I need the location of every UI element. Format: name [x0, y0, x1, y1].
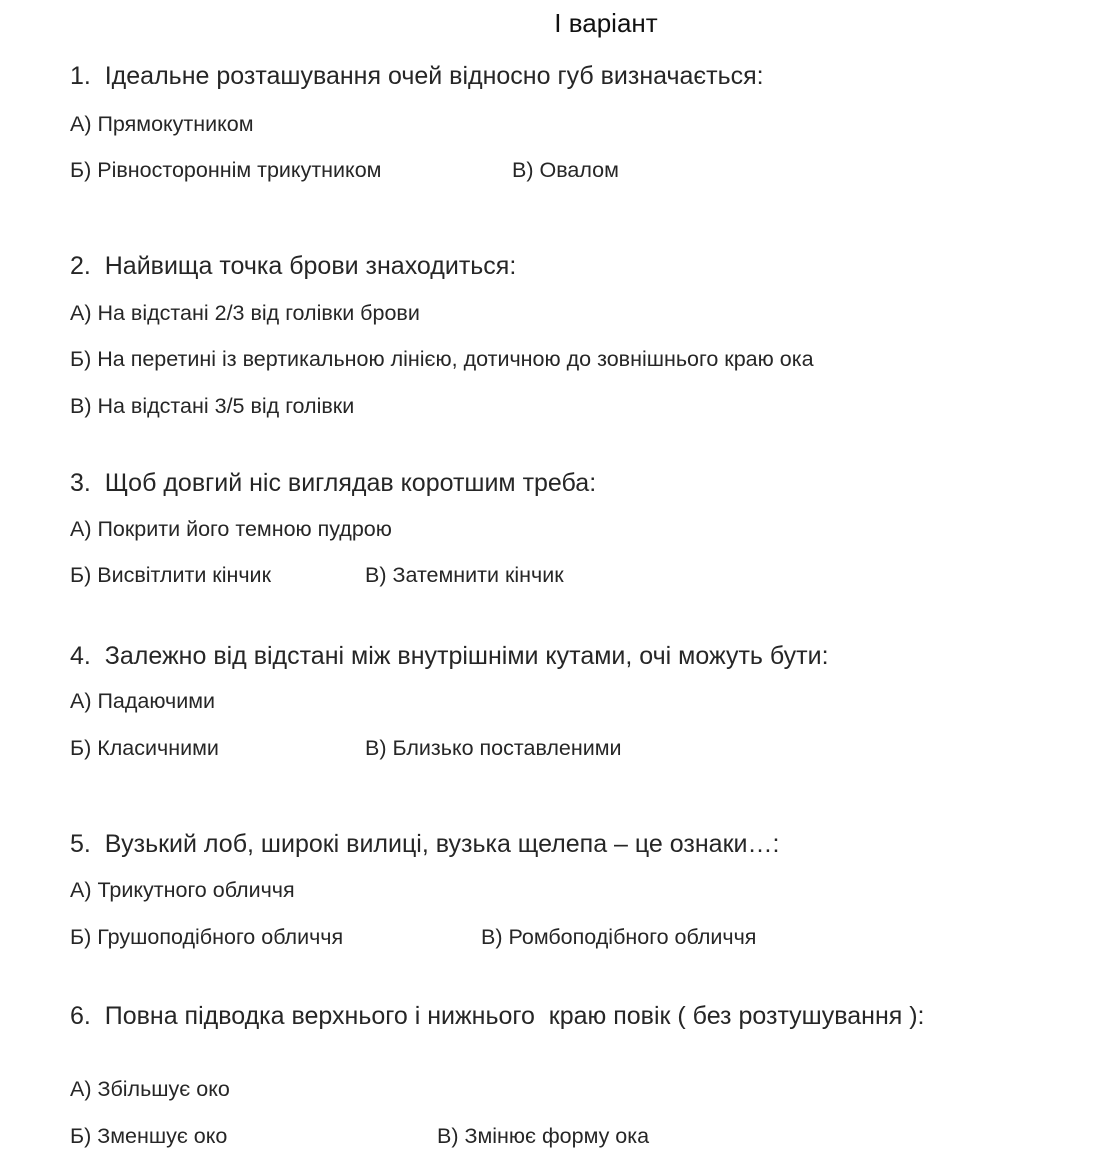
question-3-option-c: В) Затемнити кінчик [365, 563, 564, 587]
question-1-option-c: В) Овалом [512, 158, 619, 182]
question-2: 2. Найвища точка брови знаходиться: [70, 252, 517, 280]
question-4: 4. Залежно від відстані між внутрішніми кутами, очі можуть бути: [70, 642, 829, 670]
question-5-option-a: А) Трикутного обличчя [70, 878, 295, 902]
question-2-option-c: В) На відстані 3/5 від голівки [70, 394, 355, 418]
question-3-option-b: Б) Висвітлити кінчик [70, 563, 271, 587]
question-4-option-c: В) Близько поставленими [365, 736, 622, 760]
question-3: 3. Щоб довгий ніс виглядав коротшим треба: [70, 469, 597, 497]
question-1-option-a: А) Прямокутником [70, 112, 254, 136]
question-4-option-a: А) Падаючими [70, 689, 216, 713]
question-4-option-b: Б) Класичними [70, 736, 219, 760]
question-6-option-b: Б) Зменшує око [70, 1124, 228, 1148]
question-5-option-c: В) Ромбоподібного обличчя [481, 925, 757, 949]
question-5-option-b: Б) Грушоподібного обличчя [70, 925, 344, 949]
question-5: 5. Вузький лоб, широкі вилиці, вузька щелепа – це ознаки…: [70, 830, 780, 858]
question-3-option-a: А) Покрити його темною пудрою [70, 517, 392, 541]
question-1-option-b: Б) Рівностороннім трикутником [70, 158, 382, 182]
question-6-option-c: В) Змінює форму ока [437, 1124, 650, 1148]
question-2-option-b: Б) На перетині із вертикальною лінією, дотичною до зовнішнього краю ока [70, 347, 814, 371]
question-6: 6. Повна підводка верхнього і нижнього краю повік ( без розтушування ): [70, 1002, 925, 1030]
page-title: I варіант [554, 8, 658, 38]
question-6-option-a: А) Збільшує око [70, 1077, 230, 1101]
question-2-option-a: А) На відстані 2/3 від голівки брови [70, 301, 420, 325]
question-1: 1. Ідеальне розташування очей відносно губ визначається: [70, 62, 764, 90]
